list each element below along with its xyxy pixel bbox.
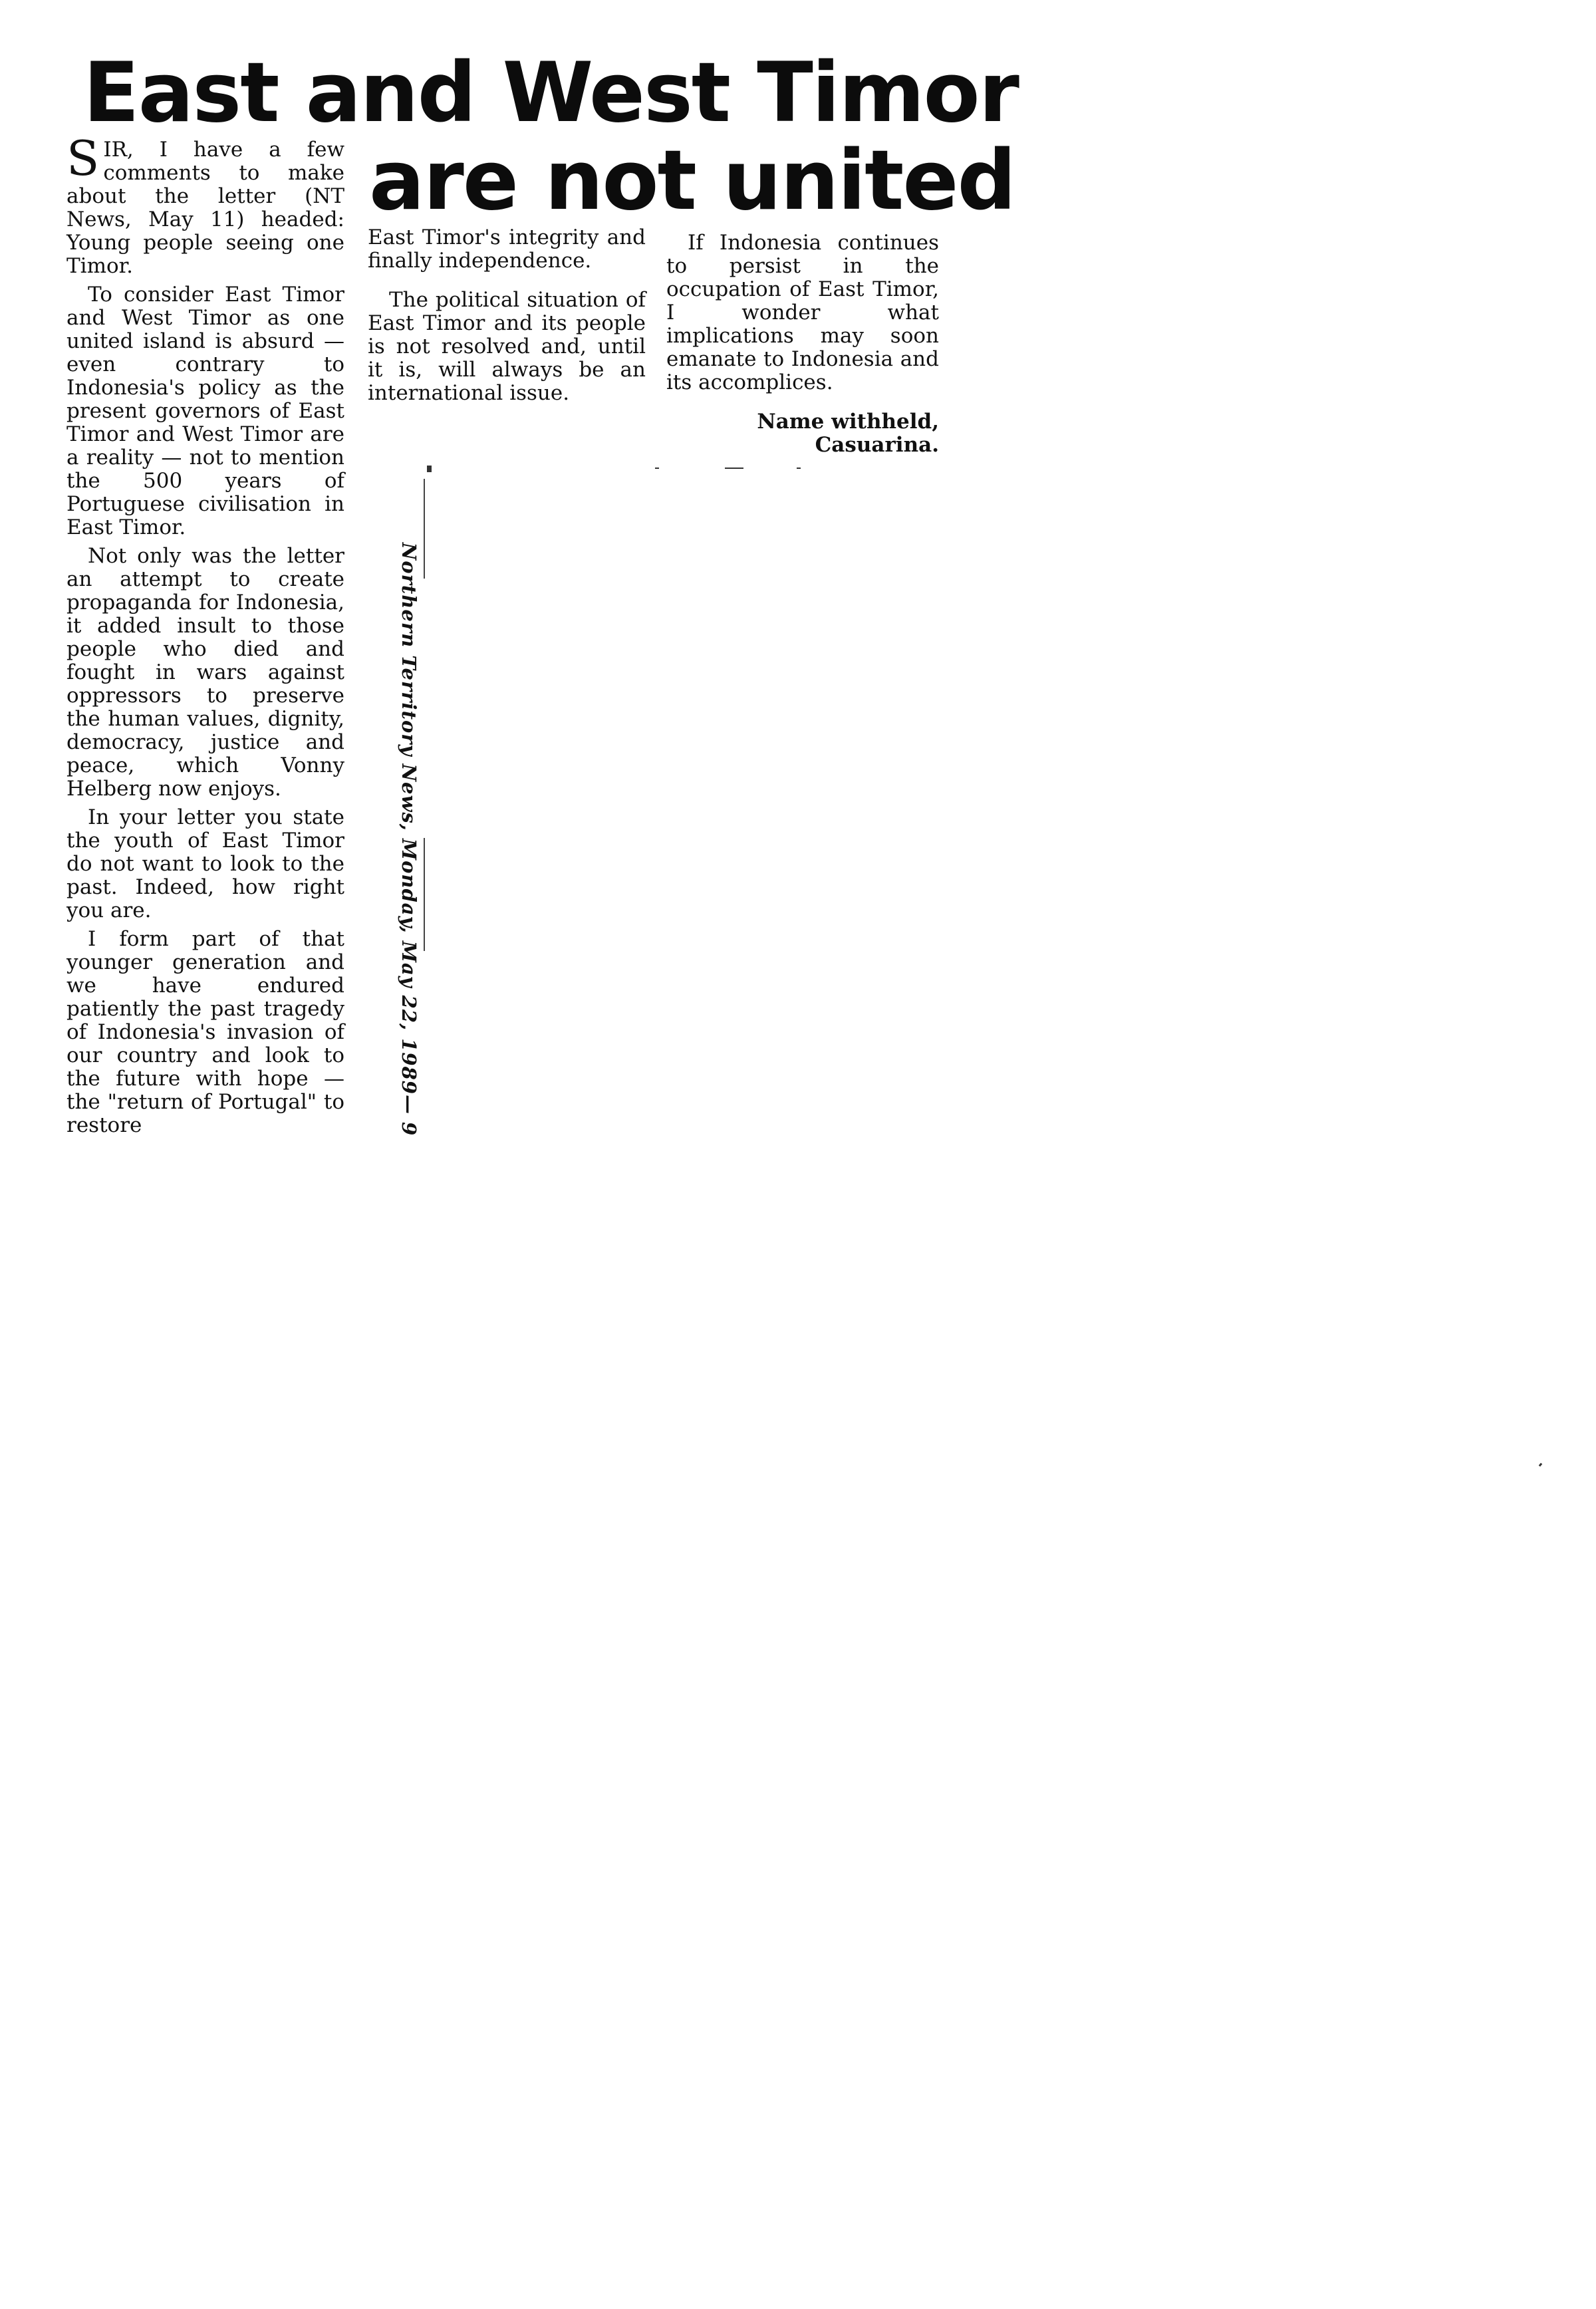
print-speck: [427, 466, 432, 472]
publication-dateline: Northern Territory News, Monday, May 22, 1989— 9: [398, 542, 420, 1137]
letter-paragraph-1-text: IR, I have a few comments to make about the letter (NT News, May 11) headed: Young people seeing one Timor.: [66, 138, 344, 278]
signature-place: Casuarina.: [815, 433, 939, 457]
headline-line-2: are not united: [369, 133, 1015, 229]
letter-paragraph-7: The political situation of East Timor and its people is not resolved and, until it is, will always be an international issue.: [368, 288, 646, 405]
letter-paragraph-1: [66, 130, 344, 278]
letter-paragraph-3: Not only was the letter an attempt to create propaganda for Indonesia, it added insult to those people who died and fought in wars against oppressors to preserve the human values, dignity, democracy, justice and peace, which Vonny Helberg now enjoys.: [66, 544, 344, 801]
column-rule: [424, 838, 425, 951]
print-speck: [655, 468, 659, 469]
drop-cap: S: [66, 130, 100, 186]
letter-paragraph-6: East Timor's integrity and finally independence.: [368, 225, 646, 273]
letter-paragraph-4: In your letter you state the youth of East Timor do not want to look to the past. Indeed, how right you are.: [66, 805, 344, 922]
headline-line-1: East and West Timor: [83, 45, 1018, 141]
print-speck: [797, 468, 801, 469]
letter-paragraph-5: I form part of that younger generation and we have endured patiently the past tragedy of Indonesia's invasion of our country and look to the future with hope — the "return of Portugal" to restore: [66, 927, 344, 1137]
letter-column-3: [666, 231, 939, 457]
letter-paragraph-2: To consider East Timor and West Timor as one united island is absurd — even contrary to Indonesia's policy as the present governors of East Timor and West Timor are a reality — not to mention the 500 years of Portuguese civilisation in East Timor.: [66, 283, 344, 539]
column-rule: [424, 479, 425, 579]
print-speck: [1539, 1463, 1543, 1467]
signature-name: Name withheld,: [757, 410, 939, 434]
letter-paragraph-8: If Indonesia continues to persist in the occupation of East Timor, I wonder what implications may soon emanate to Indonesia and its accomplices.: [666, 231, 939, 394]
letter-column-2: [368, 226, 646, 410]
signature: [666, 410, 939, 457]
print-speck: [725, 468, 743, 469]
letter-column-1: [66, 130, 344, 1143]
